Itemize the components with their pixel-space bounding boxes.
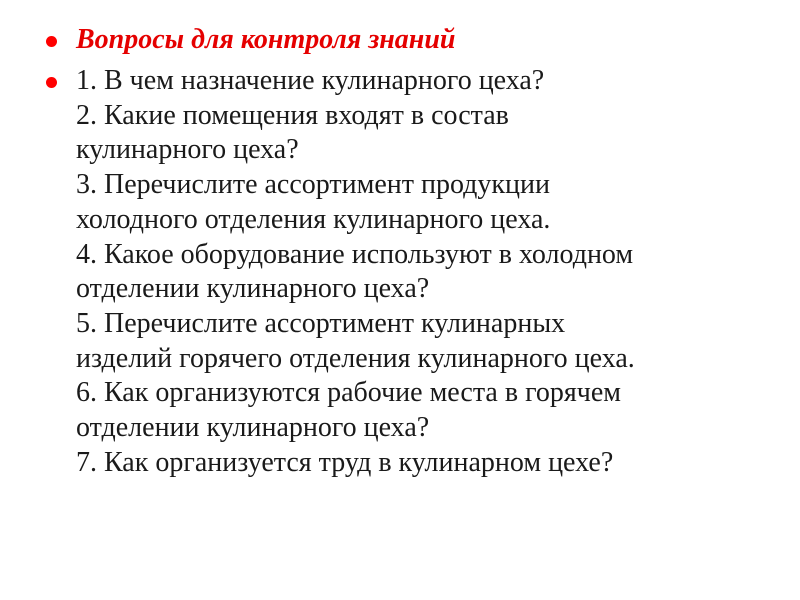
- question-4-line-2: отделении кулинарного цеха?: [76, 273, 430, 305]
- question-6-line-2: отделении кулинарного цеха?: [76, 412, 430, 444]
- question-5-line-1: 5. Перечислите ассортимент кулинарных: [76, 307, 566, 339]
- question-3-line-1: 3. Перечислите ассортимент продукции: [76, 169, 550, 201]
- question-2-line-2: кулинарного цеха?: [76, 134, 299, 166]
- slide-heading: Вопросы для контроля знаний: [76, 24, 456, 55]
- question-3-line-2: холодного отделения кулинарного цеха.: [76, 203, 551, 235]
- heading-bullet-item: [44, 22, 764, 58]
- question-1-line-1: 1. В чем назначение кулинарного цеха?: [76, 65, 545, 96]
- bullet-dot-icon: [46, 36, 57, 47]
- question-7-line-1: 7. Как организуется труд в кулинарном цехе?: [76, 446, 614, 478]
- question-2-line-1: 2. Какие помещения входят в состав: [76, 99, 509, 131]
- bullet-list: [44, 22, 764, 480]
- question-6-line-1: 6. Как организуются рабочие места в горячем: [76, 377, 621, 409]
- question-5-line-2: изделий горячего отделения кулинарного цеха.: [76, 342, 635, 374]
- bullet-dot-icon: [46, 77, 57, 88]
- questions-bullet-item: [44, 64, 764, 480]
- questions-text-block: [76, 64, 764, 480]
- question-4-line-1: 4. Какое оборудование используют в холодном: [76, 238, 634, 270]
